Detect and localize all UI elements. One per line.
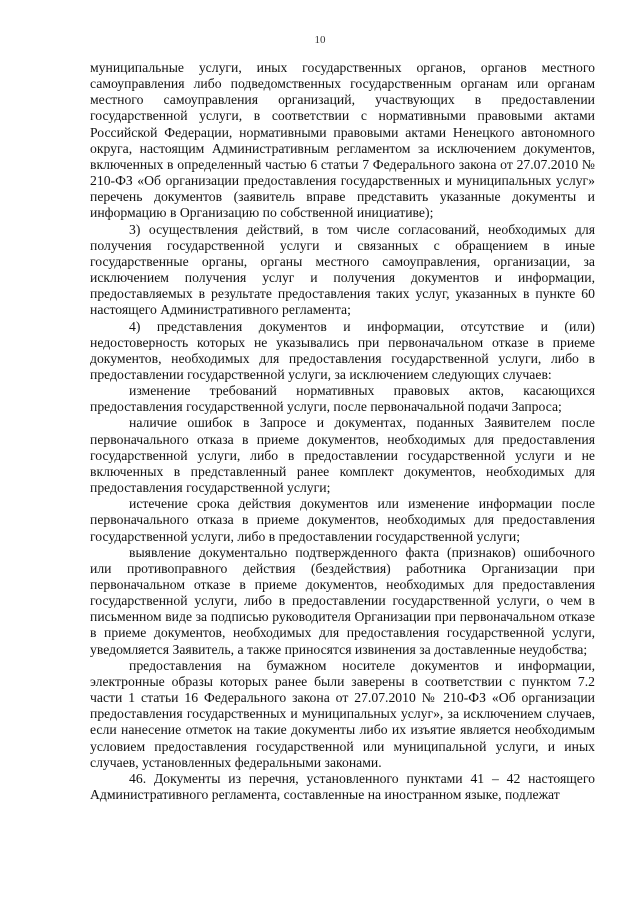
paragraph-item-3: 3) осуществления действий, в том числе согласований, необходимых для получения государственной услуги и связанных с обращением в иные государственные органы, органы местного самоуправления, организации, за исключением получения услуг и получения документов и информации, предоставляемых в результате предоставления таких услуг, указанных в пункте 60 настоящего Административного регламента;: [90, 221, 595, 318]
paragraph-case-expiry: истечение срока действия документов или изменение информации после первоначального отказа в приеме документов, необходимых для предоставления государственной услуги, либо в предоставлении государственной услуги;: [90, 496, 595, 544]
document-body: [90, 60, 595, 803]
paragraph-item-4: 4) представления документов и информации, отсутствие и (или) недостоверность которых не указывались при первоначальном отказе в приеме документов, необходимых для предоставления государственной услуги, либо в предоставлении государственной услуги, за исключением следующих случаев:: [90, 318, 595, 382]
paragraph-item-46: 46. Документы из перечня, установленного пунктами 41 – 42 настоящего Административного регламента, составленные на иностранном языке, подлежат: [90, 770, 595, 803]
paragraph-case-erroneous-action: выявление документально подтвержденного факта (признаков) ошибочного или противоправного действия (бездействия) работника Организации при первоначальном отказе в приеме документов, необходимых для предоставления государственной услуги, либо в предоставлении государственной услуги, о чем в письменном виде за подписью руководителя Организации при первоначальном отказе в приеме документов, необходимых для предоставления государственной услуги, уведомляется Заявитель, а также приносятся извинения за доставленные неудобства;: [90, 544, 595, 657]
paragraph-case-paper-documents: предоставления на бумажном носителе документов и информации, электронные образы которых ранее были заверены в соответствии с пунктом 7.2 части 1 статьи 16 Федерального закона от 27.07.2010 № 210-ФЗ «Об организации предоставления государственных и муниципальных услуг», за исключением случаев, если нанесение отметок на такие документы либо их изъятие является необходимым условием предоставления государственной или муниципальной услуги, и иных случаев, установленных федеральными законами.: [90, 657, 595, 770]
paragraph-continuation: муниципальные услуги, иных государственных органов, органов местного самоуправления либо подведомственных государственным органам или органам местного самоуправления организаций, участвующих в предоставлении государственной услуги, в соответствии с нормативными правовыми актами Российской Федерации, нормативными правовыми актами Ненецкого автономного округа, настоящим Административным регламентом за исключением документов, включенных в определенный частью 6 статьи 7 Федерального закона от 27.07.2010 № 210-ФЗ «Об организации предоставления государственных и муниципальных услуг» перечень документов (заявитель вправе представить указанные документы и информацию в Организацию по собственной инициативе);: [90, 60, 595, 221]
paragraph-case-requirements-change: изменение требований нормативных правовых актов, касающихся предоставления государственной услуги, после первоначальной подачи Запроса;: [90, 383, 595, 415]
page-number: 10: [314, 34, 326, 46]
paragraph-case-errors: наличие ошибок в Запросе и документах, поданных Заявителем после первоначального отказа в приеме документов, необходимых для предоставления государственной услуги, либо в предоставлении государственной услуги и не включенных в представленный ранее комплект документов, необходимых для предоставления государственной услуги;: [90, 415, 595, 496]
